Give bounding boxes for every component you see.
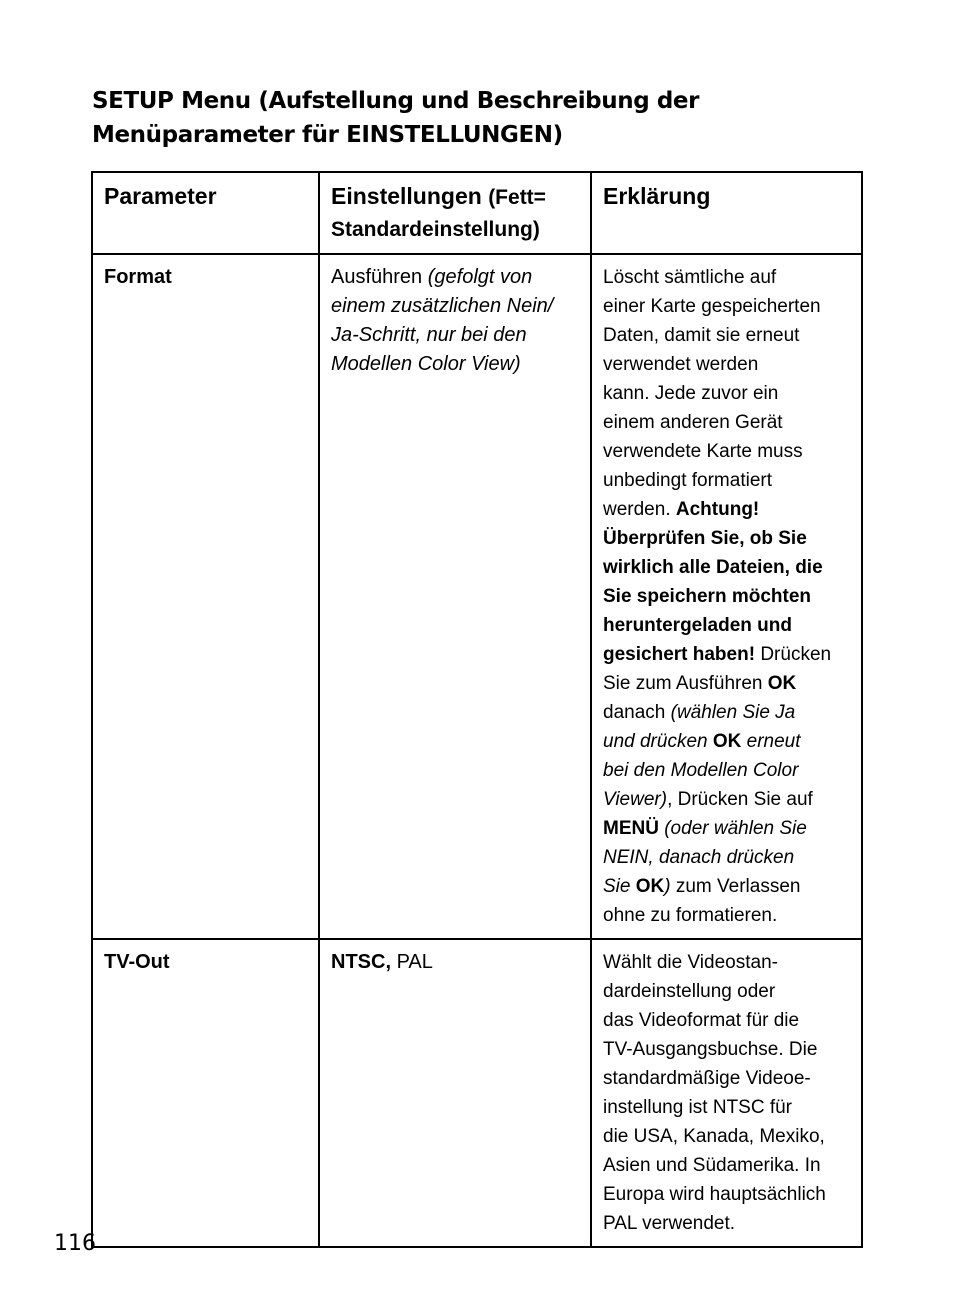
header-explanation: Erklärung: [591, 172, 862, 254]
header-settings-note-1: (Fett=: [488, 186, 546, 209]
row-tvout-settings: NTSC, PAL: [319, 939, 591, 1247]
header-settings: [319, 172, 591, 254]
row-tvout-explanation: Wählt die Videostan- dardeinstellung oder das Videoformat für die TV-Ausgangsbuchse. Die standardmäßige Videoe- instellung ist NTSC für die USA, Kanada, Mexiko, Asien und Südamerika. In Europa wird hauptsächlich PAL verwendet.: [591, 939, 862, 1247]
title-line-2: Menüparameter für EINSTELLUNGEN): [92, 122, 563, 148]
title-line-1: SETUP Menu (Aufstellung und Beschreibung der: [92, 88, 700, 114]
page-title: [92, 84, 792, 152]
page-number: 116: [54, 1231, 96, 1256]
table-header-row: [92, 172, 862, 254]
table-row: [92, 254, 862, 939]
header-settings-note-2: Standardeinstellung): [331, 218, 540, 241]
table-row: [92, 939, 862, 1247]
header-parameter: Parameter: [92, 172, 319, 254]
row-tvout-parameter: TV-Out: [92, 939, 319, 1247]
setup-menu-table: [91, 171, 863, 1248]
header-settings-main: Einstellungen: [331, 183, 482, 209]
row-format-settings: Ausführen (gefolgt von einem zusätzlichen Nein/ Ja-Schritt, nur bei den Modellen Color View): [319, 254, 591, 939]
row-format-explanation: Löscht sämtliche auf einer Karte gespeicherten Daten, damit sie erneut verwendet werden kann. Jede zuvor ein einem anderen Gerät verwendete Karte muss unbedingt formatiert werden. Achtung! Überprüfen Sie, ob Sie wirklich alle Dateien, die Sie speichern möchten heruntergeladen und gesichert haben! Drücken Sie zum Ausführen OK danach (wählen Sie Ja und drücken OK erneut bei den Modellen Color Viewer), Drücken Sie auf MENÜ (oder wählen Sie NEIN, danach drücken Sie OK) zum Verlassen ohne zu formatieren.: [591, 254, 862, 939]
row-format-parameter: Format: [92, 254, 319, 939]
